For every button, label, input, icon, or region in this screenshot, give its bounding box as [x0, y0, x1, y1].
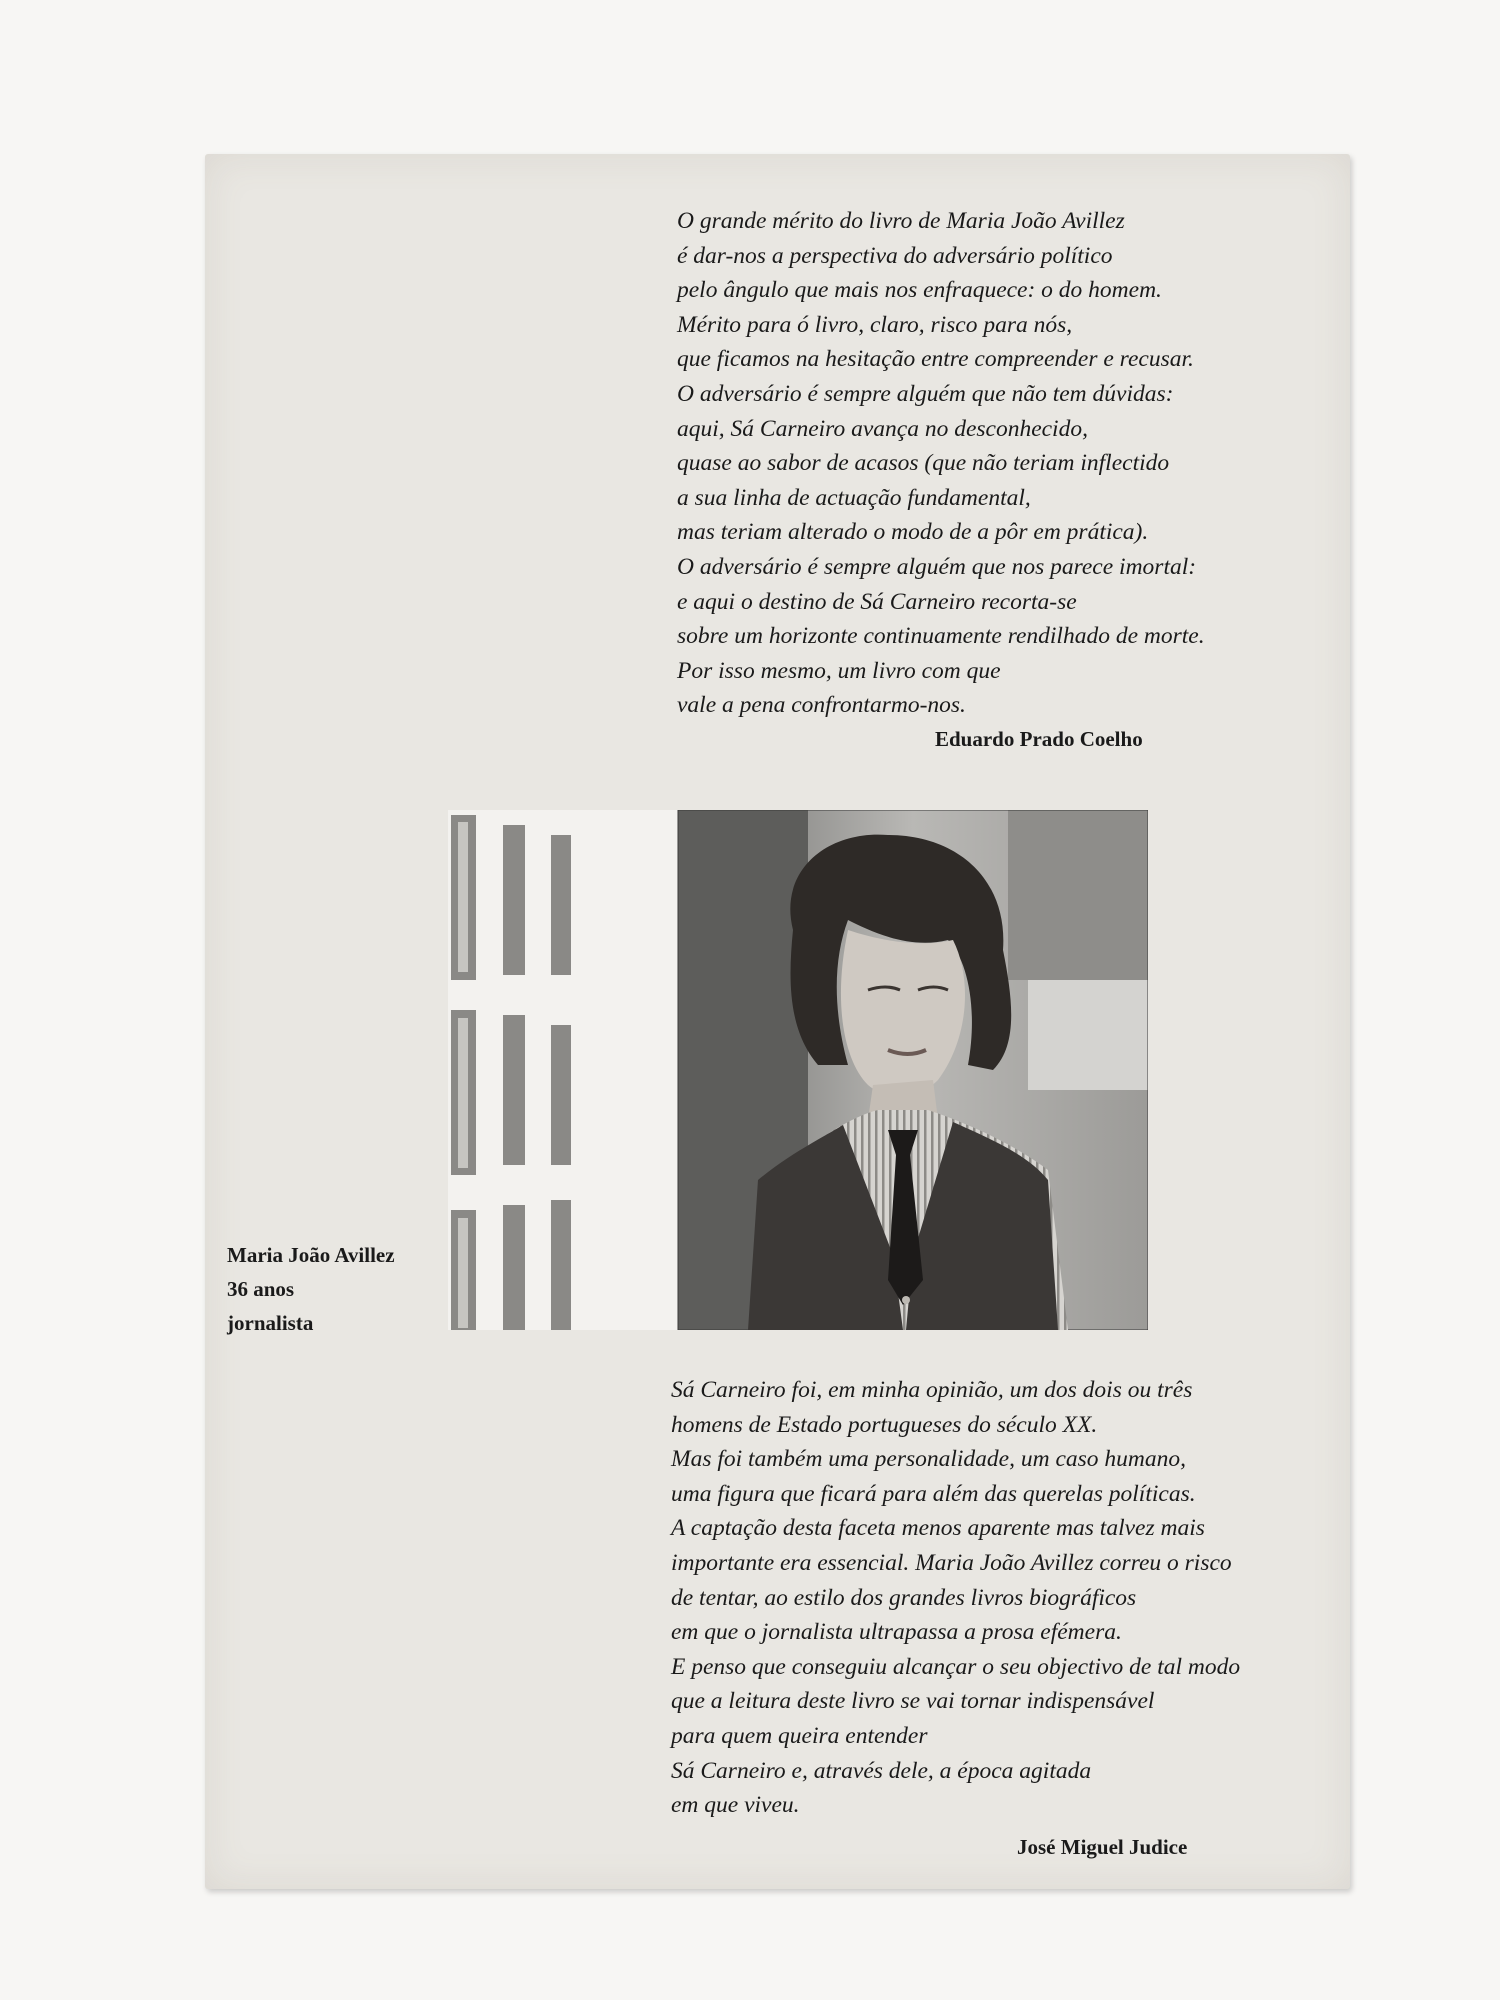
quote-line: O adversário é sempre alguém que nos parece imortal: [677, 553, 1197, 580]
quote-top-author: Eduardo Prado Coelho [935, 727, 1143, 751]
quote-line: para quem queira entender [671, 1722, 928, 1749]
caption-profession: jornalista [227, 1311, 314, 1335]
quote-line: O adversário é sempre alguém que não tem dúvidas: [677, 380, 1174, 407]
quote-line: Por isso mesmo, um livro com que [677, 657, 1001, 684]
quote-line: é dar-nos a perspectiva do adversário político [677, 242, 1113, 269]
quote-line: aqui, Sá Carneiro avança no desconhecido, [677, 415, 1088, 442]
caption-name: Maria João Avillez [227, 1243, 395, 1267]
caption-age: 36 anos [227, 1277, 295, 1301]
author-portrait-photo [448, 810, 1148, 1330]
quote-line: A captação desta faceta menos aparente mas talvez mais [671, 1515, 1205, 1542]
quote-line: e aqui o destino de Sá Carneiro recorta-se [677, 588, 1077, 615]
quote-line: importante era essencial. Maria João Avillez correu o risco [671, 1549, 1232, 1576]
quote-line: de tentar, ao estilo dos grandes livros biográficos [671, 1584, 1137, 1611]
quote-line: homens de Estado portugueses do século XX. [671, 1411, 1098, 1438]
quote-bottom [671, 1373, 1240, 1823]
window-frame-graphic [448, 810, 678, 1330]
quote-line: mas teriam alterado o modo de a pôr em prática). [677, 519, 1149, 546]
quote-line: Mérito para ó livro, claro, risco para nós, [677, 311, 1073, 338]
quote-line: Sá Carneiro foi, em minha opinião, um dos dois ou três [671, 1377, 1193, 1403]
quote-line: em que o jornalista ultrapassa a prosa efémera. [671, 1619, 1122, 1646]
quote-line: que ficamos na hesitação entre compreender e recusar. [677, 346, 1194, 373]
photo-caption [227, 1238, 395, 1340]
quote-bottom-author: José Miguel Judice [1017, 1835, 1188, 1859]
quote-line: Mas foi também uma personalidade, um caso humano, [671, 1446, 1187, 1473]
quote-line: pelo ângulo que mais nos enfraquece: o do homem. [677, 277, 1162, 304]
quote-top [677, 204, 1205, 723]
quote-line: uma figura que ficará para além das querelas políticas. [671, 1480, 1196, 1507]
quote-line: sobre um horizonte continuamente rendilhado de morte. [677, 623, 1205, 650]
book-back-cover [205, 154, 1350, 1889]
quote-line: E penso que conseguiu alcançar o seu objectivo de tal modo [671, 1653, 1241, 1680]
quote-line: O grande mérito do livro de Maria João Avillez [677, 208, 1125, 234]
quote-line: quase ao sabor de acasos (que não teriam inflectido [677, 450, 1170, 477]
quote-line: que a leitura deste livro se vai tornar indispensável [671, 1688, 1155, 1715]
quote-line: Sá Carneiro e, através dele, a época agitada [671, 1757, 1092, 1784]
quote-line: vale a pena confrontarmo-nos. [677, 692, 966, 719]
quote-line: em que viveu. [671, 1792, 800, 1819]
quote-line: a sua linha de actuação fundamental, [677, 484, 1031, 511]
